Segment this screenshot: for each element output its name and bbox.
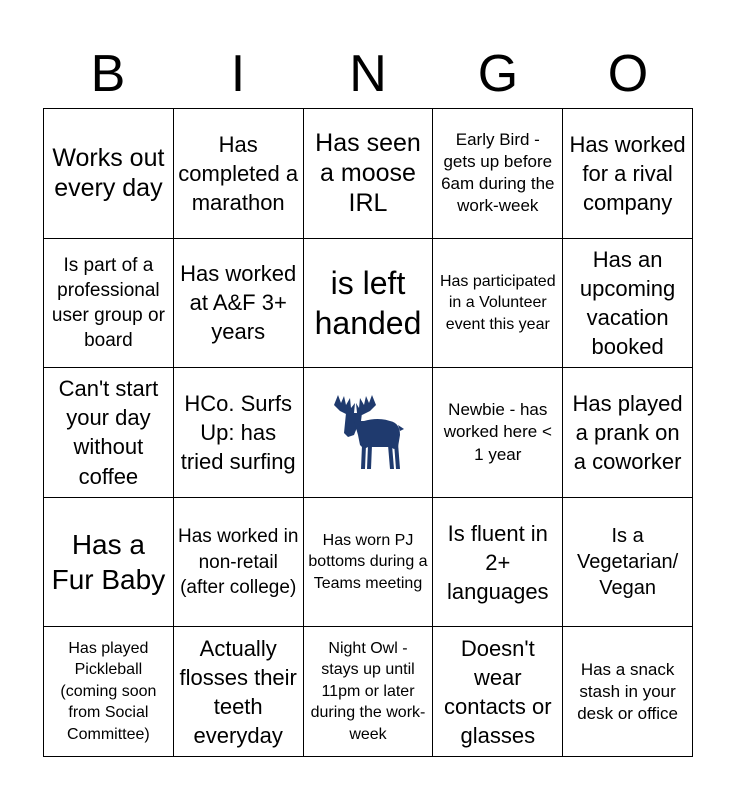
free-space-cell[interactable]	[304, 368, 434, 498]
cell-text: Has played a prank on a coworker	[572, 390, 683, 474]
moose-icon	[328, 391, 408, 473]
cell-text: Night Owl - stays up until 11pm or later during the work-week	[310, 639, 426, 744]
cell-text: Early Bird - gets up before 6am during the work-week	[441, 130, 555, 216]
bingo-cell[interactable]	[174, 627, 304, 757]
bingo-cell[interactable]	[433, 368, 563, 498]
header-letter-b: B	[90, 45, 126, 103]
bingo-cell[interactable]	[433, 498, 563, 628]
header-letter-n: N	[349, 45, 387, 103]
cell-text: Has worked at A&F 3+ years	[180, 261, 297, 345]
bingo-cell[interactable]	[44, 109, 174, 239]
cell-text: Is a Vegetarian/ Vegan	[576, 525, 679, 600]
header-letter-o: O	[607, 45, 649, 103]
cell-text: Actually flosses their teeth everyday	[179, 635, 297, 748]
bingo-cell[interactable]	[563, 109, 693, 239]
cell-text: Has an upcoming vacation booked	[579, 246, 676, 359]
bingo-cell[interactable]	[304, 627, 434, 757]
cell-text: Has completed a marathon	[178, 131, 299, 215]
cell-text: Has worked in non-retail (after college)	[178, 526, 299, 598]
bingo-cell[interactable]	[174, 109, 304, 239]
bingo-cell[interactable]	[433, 239, 563, 369]
cell-text: Has played Pickleball (coming soon from Social Committee)	[60, 639, 157, 744]
bingo-cell[interactable]	[174, 239, 304, 369]
cell-text: Newbie - has worked here < 1 year	[443, 400, 552, 464]
cell-text: Has worked for a rival company	[569, 131, 686, 215]
bingo-cell[interactable]	[563, 368, 693, 498]
bingo-cell[interactable]	[44, 498, 174, 628]
bingo-cell[interactable]	[304, 109, 434, 239]
cell-text: Has seen a moose IRL	[315, 129, 421, 218]
cell-text: Can't start your day without coffee	[58, 376, 159, 489]
bingo-cell[interactable]	[304, 239, 434, 369]
cell-text: Has a snack stash in your desk or office	[577, 659, 678, 723]
bingo-board	[43, 108, 693, 757]
bingo-cell[interactable]	[563, 239, 693, 369]
cell-text: Doesn't wear contacts or glasses	[443, 635, 552, 748]
cell-text: Has a Fur Baby	[51, 529, 166, 596]
cell-text: is left handed	[314, 264, 422, 341]
cell-text: Is part of a professional user group or board	[51, 254, 165, 351]
bingo-cell[interactable]	[174, 368, 304, 498]
bingo-cell[interactable]	[44, 627, 174, 757]
cell-text: Has worn PJ bottoms during a Teams meeting	[308, 531, 428, 592]
bingo-cell[interactable]	[433, 627, 563, 757]
bingo-cell[interactable]	[563, 627, 693, 757]
bingo-cell[interactable]	[563, 498, 693, 628]
bingo-cell[interactable]	[174, 498, 304, 628]
cell-text: Works out every day	[52, 144, 165, 203]
cell-text: Is fluent in 2+ languages	[447, 520, 549, 604]
bingo-cell[interactable]	[433, 109, 563, 239]
bingo-cell[interactable]	[44, 368, 174, 498]
cell-text: Has participated in a Volunteer event this year	[439, 272, 556, 333]
header-letter-g: G	[477, 45, 519, 103]
bingo-cell[interactable]	[44, 239, 174, 369]
bingo-cell[interactable]	[304, 498, 434, 628]
bingo-header	[43, 40, 693, 108]
header-letter-i: I	[230, 45, 246, 103]
cell-text: HCo. Surfs Up: has tried surfing	[180, 390, 296, 474]
